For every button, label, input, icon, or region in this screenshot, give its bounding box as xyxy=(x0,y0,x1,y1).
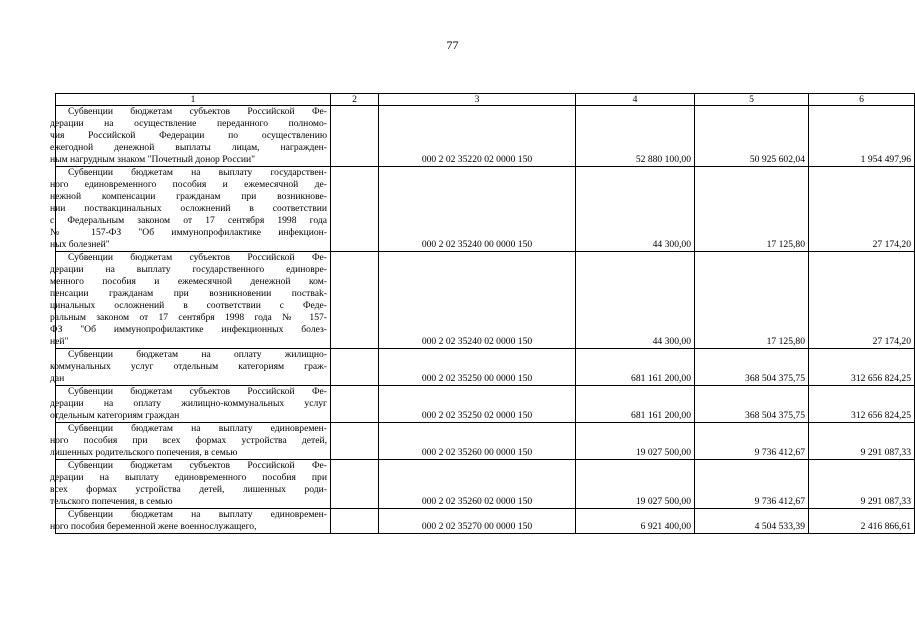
table-row xyxy=(56,167,915,252)
row-column-4-amount: 44 300,00 xyxy=(576,252,695,349)
description-line: дерации на выплату государственного единовре- xyxy=(50,264,327,275)
description-line: Субвенции бюджетам субъектов Российской Фе- xyxy=(68,386,327,397)
row-budget-code: 000 2 02 35250 02 0000 150 xyxy=(379,386,576,423)
row-description xyxy=(50,252,331,349)
description-line: дерации на осуществление переданного полномо- xyxy=(50,118,327,129)
column-number-row xyxy=(56,94,915,106)
description-line: с Федеральным законом от 17 сентября 1998 года xyxy=(50,215,327,226)
description-line: Субвенции бюджетам субъектов Российской Фе- xyxy=(68,460,327,471)
table-row xyxy=(56,509,915,534)
row-description xyxy=(50,349,331,386)
table-row xyxy=(56,252,915,349)
table-row xyxy=(56,106,915,167)
description-line: нии поствакцинальных осложнений в соответствии xyxy=(50,203,327,214)
row-column-6-amount: 27 174,20 xyxy=(809,252,915,349)
column-header-6: 6 xyxy=(809,94,915,106)
row-budget-code: 000 2 02 35240 00 0000 150 xyxy=(379,167,576,252)
row-column-2 xyxy=(331,167,379,252)
row-column-5-amount: 17 125,80 xyxy=(695,252,809,349)
row-column-4-amount: 52 880 100,00 xyxy=(576,106,695,167)
budget-table xyxy=(50,93,915,534)
row-column-6-amount: 1 954 497,96 xyxy=(809,106,915,167)
description-line: нежной компенсации гражданам при возникнове- xyxy=(50,191,327,202)
row-description xyxy=(50,509,331,534)
row-description xyxy=(50,386,331,423)
row-column-4-amount: 681 161 200,00 xyxy=(576,349,695,386)
row-column-6-amount: 27 174,20 xyxy=(809,167,915,252)
row-column-5-amount: 9 736 412,67 xyxy=(695,423,809,460)
row-column-2 xyxy=(331,423,379,460)
description-line: Субвенции бюджетам на выплату единовремен- xyxy=(68,509,327,520)
description-line: дерации на выплату единовременного пособия при xyxy=(50,472,327,483)
row-budget-code: 000 2 02 35220 02 0000 150 xyxy=(379,106,576,167)
row-column-6-amount: 2 416 866,61 xyxy=(809,509,915,534)
column-header-4: 4 xyxy=(576,94,695,106)
row-budget-code: 000 2 02 35270 00 0000 150 xyxy=(379,509,576,534)
row-column-5-amount: 50 925 602,04 xyxy=(695,106,809,167)
description-line: ных болезней" xyxy=(50,239,110,250)
row-description xyxy=(50,460,331,509)
row-column-6-amount: 312 656 824,25 xyxy=(809,386,915,423)
description-line: Субвенции бюджетам на выплату единовремен- xyxy=(68,423,327,434)
row-column-2 xyxy=(331,386,379,423)
row-column-2 xyxy=(331,509,379,534)
row-column-2 xyxy=(331,460,379,509)
row-column-5-amount: 9 736 412,67 xyxy=(695,460,809,509)
description-line: дан xyxy=(50,373,65,384)
page-number: 77 xyxy=(446,38,459,52)
table-row xyxy=(56,423,915,460)
row-description xyxy=(50,106,331,167)
row-column-2 xyxy=(331,349,379,386)
row-column-4-amount: 19 027 500,00 xyxy=(576,460,695,509)
row-description xyxy=(50,423,331,460)
description-line: лишенных родительского попечения, в семью xyxy=(50,447,238,458)
description-line: цинальных осложнений в соответствии с Феде- xyxy=(50,300,327,311)
column-header-5: 5 xyxy=(695,94,809,106)
row-column-5-amount: 368 504 375,75 xyxy=(695,349,809,386)
row-column-2 xyxy=(331,252,379,349)
description-line: отдельным категориям граждан xyxy=(50,410,180,421)
description-line: Субвенции бюджетам субъектов Российской Фе- xyxy=(68,252,327,263)
row-budget-code: 000 2 02 35240 02 0000 150 xyxy=(379,252,576,349)
description-line: менного пособия и ежемесячной денежной ком- xyxy=(50,276,327,287)
row-budget-code: 000 2 02 35260 02 0000 150 xyxy=(379,460,576,509)
row-column-4-amount: 19 027 500,00 xyxy=(576,423,695,460)
table-row xyxy=(56,386,915,423)
description-line: ней" xyxy=(50,336,69,347)
column-header-1: 1 xyxy=(56,94,331,106)
row-column-6-amount: 312 656 824,25 xyxy=(809,349,915,386)
column-header-2: 2 xyxy=(331,94,379,106)
description-line: Субвенции бюджетам субъектов Российской Фе- xyxy=(68,106,327,117)
row-budget-code: 000 2 02 35250 00 0000 150 xyxy=(379,349,576,386)
row-column-4-amount: 6 921 400,00 xyxy=(576,509,695,534)
description-line: коммунальных услуг отдельным категориям граж- xyxy=(50,361,327,372)
description-line: дерации на оплату жилищно-коммунальных услуг xyxy=(50,398,327,409)
table-row xyxy=(56,349,915,386)
row-column-6-amount: 9 291 087,33 xyxy=(809,423,915,460)
description-line: пенсации гражданам при возникновении постваk- xyxy=(50,288,327,299)
description-line: ного пособия беременной жене военнослужащего, xyxy=(50,521,257,532)
description-line: ральным законом от 17 сентября 1998 года № 157- xyxy=(50,312,327,323)
description-line: всех формах устройства детей, лишенных роди- xyxy=(50,484,327,495)
description-line: № 157-ФЗ "Об иммунопрофилактике инфекцион- xyxy=(50,227,327,238)
table-row xyxy=(56,460,915,509)
row-budget-code: 000 2 02 35260 00 0000 150 xyxy=(379,423,576,460)
description-line: ного пособия при всех формах устройства детей, xyxy=(50,435,327,446)
row-description xyxy=(50,167,331,252)
row-column-4-amount: 681 161 200,00 xyxy=(576,386,695,423)
column-header-3: 3 xyxy=(379,94,576,106)
description-line: Субвенции бюджетам на выплату государствен- xyxy=(68,167,327,178)
description-line: ного единовременного пособия и ежемесячной де- xyxy=(50,179,327,190)
description-line: Субвенции бюджетам на оплату жилищно- xyxy=(68,349,327,360)
description-line: ежегодной денежной выплаты лицам, награжден- xyxy=(50,142,327,153)
row-column-2 xyxy=(331,106,379,167)
description-line: чия Российской Федерации по осуществлению xyxy=(50,130,327,141)
description-line: ФЗ "Об иммунопрофилактике инфекционных болез- xyxy=(50,324,327,335)
row-column-4-amount: 44 300,00 xyxy=(576,167,695,252)
row-column-5-amount: 17 125,80 xyxy=(695,167,809,252)
description-line: тельского попечения, в семью xyxy=(50,496,173,507)
row-column-6-amount: 9 291 087,33 xyxy=(809,460,915,509)
description-line: ным нагрудным знаком "Почетный донор России" xyxy=(50,154,256,165)
row-column-5-amount: 4 504 533,39 xyxy=(695,509,809,534)
row-column-5-amount: 368 504 375,75 xyxy=(695,386,809,423)
table-body xyxy=(50,106,915,534)
